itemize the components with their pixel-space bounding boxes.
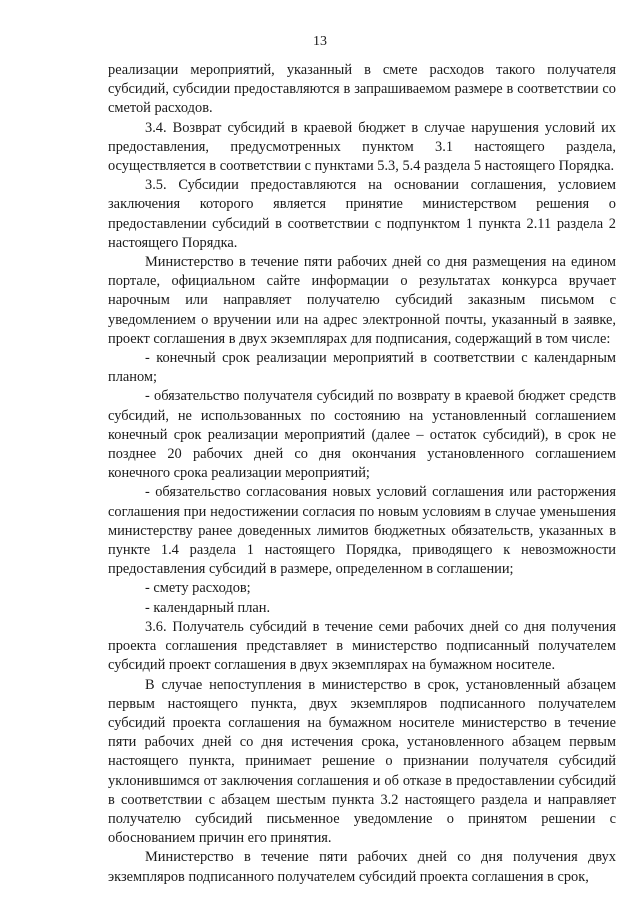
- list-item-deadline: - конечный срок реализации мероприятий в соответствии с календарным планом;: [108, 350, 616, 386]
- document-body: [108, 61, 616, 887]
- list-item-agreement-obligation: - обязательство согласования новых условий соглашения или расторжения соглашения при недостижении согласия по новым условиям в случае уменьшения министерству ранее доведенных лимитов бюджетных обязательств, указанных в пункте 1.4 раздела 1 настоящего Порядка, приводящего к невозможности предоставления субсидий в размере, определенном в соглашении;: [108, 484, 616, 578]
- paragraph-ministry-sends-draft: Министерство в течение пяти рабочих дней со дня размещения на едином портале, официальном сайте информации о результатах конкурса вручает нарочным или направляет получателю субсидий заказным письмом с уведомлением о вручении или на адрес электронной почты, указанный в заявке, проект соглашения в двух экземплярах для подписания, содержащий в том числе:: [108, 254, 616, 347]
- paragraph-3-4: 3.4. Возврат субсидий в краевой бюджет в случае нарушения условий их предоставления, предусмотренных пунктом 3.1 настоящего раздела, осуществляется в соответствии с пунктами 5.3, 5.4 раздела 5 настоящего Порядка.: [108, 119, 616, 175]
- list-item-cost-estimate: - смету расходов;: [145, 580, 251, 597]
- paragraph-continuation: реализации мероприятий, указанный в смете расходов такого получателя субсидий, субсидии предоставляются в запрашиваемом размере в соответствии со сметой расходов.: [108, 62, 616, 117]
- paragraph-ministry-receipt: Министерство в течение пяти рабочих дней со дня получения двух экземпляров подписанного получателем субсидий проекта соглашения в срок,: [108, 849, 616, 885]
- list-item-return-obligation: - обязательство получателя субсидий по возврату в краевой бюджет средств субсидий, не использованных по состоянию на установленный соглашением конечный срок реализации мероприятий (далее – остаток субсидий), в срок не позднее 20 рабочих дней со дня окончания установленного соглашением конечного срока реализации мероприятий;: [108, 388, 616, 482]
- list-item-calendar-plan: - календарный план.: [145, 599, 271, 616]
- paragraph-3-6: 3.6. Получатель субсидий в течение семи рабочих дней со дня получения проекта соглашения представляет в министерство подписанный получателем субсидий проект соглашения в двух экземплярах на бумажном носителе.: [108, 618, 616, 674]
- paragraph-non-receipt: В случае непоступления в министерство в срок, установленный абзацем первым настоящего пункта, двух экземпляров подписанного получателем субсидий проекта соглашения на бумажном носителе министерство в течение пяти рабочих дней со дня истечения срока, установленного абзацем первым настоящего пункта, принимает решение о признании получателя субсидий уклонившимся от заключения соглашения и об отказе в предоставлении субсидий в соответствии с абзацем шестым пункта 3.2 настоящего раздела и направляет получателю субсидий письменное уведомление о принятом решении с обоснованием причин его принятия.: [108, 676, 616, 847]
- paragraph-3-5: 3.5. Субсидии предоставляются на основании соглашения, условием заключения которого является принятие министерством решения о предоставлении субсидий в соответствии с подпунктом 1 пункта 2.11 раздела 2 настоящего Порядка.: [108, 177, 616, 251]
- page-number: 13: [313, 34, 327, 49]
